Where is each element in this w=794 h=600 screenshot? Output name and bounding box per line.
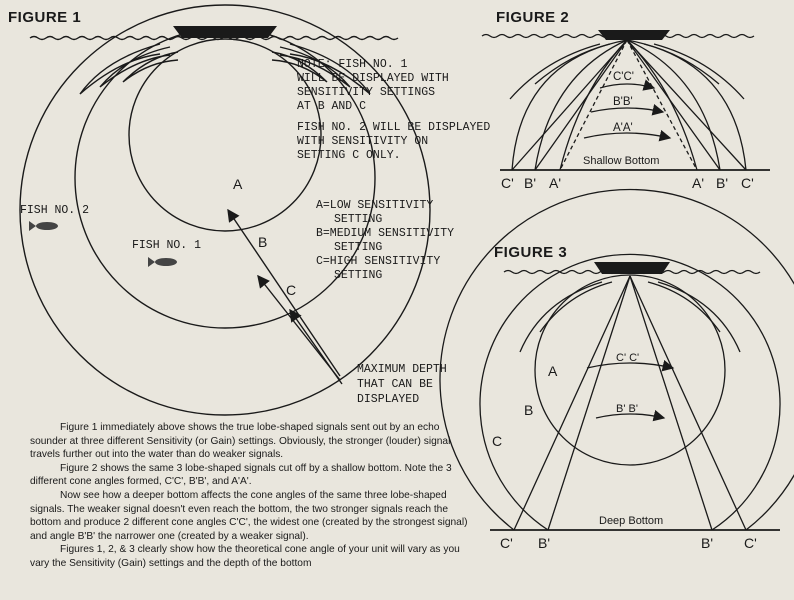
- fish-2-icon: [29, 221, 58, 231]
- label-b-3: B: [524, 402, 534, 418]
- svg-text:SETTING C ONLY.: SETTING C ONLY.: [297, 149, 401, 162]
- arrow-c-1: [290, 310, 342, 384]
- label-c-3: C: [492, 433, 503, 449]
- caption-paragraph: Figure 1 immediately above shows the true lobe-shaped signals sent out by an echo sounder at three different Sensitivity (or Gain) settings. Obviously, the stronger (louder) signal travels further out into the water than do weaker signals.: [30, 422, 451, 461]
- deep-bottom-label: Deep Bottom: [599, 515, 664, 527]
- boat-3: [594, 262, 670, 274]
- svg-text:FISH NO. 2 WILL BE DISPLAYED: FISH NO. 2 WILL BE DISPLAYED: [297, 121, 491, 134]
- svg-text:A'A': A'A': [613, 122, 633, 134]
- figure-3-cone-b: B' B': [616, 403, 638, 415]
- svg-text:B'B': B'B': [613, 96, 633, 108]
- svg-text:WILL BE DISPLAYED WITH: WILL BE DISPLAYED WITH: [297, 72, 449, 85]
- max-depth-label: [357, 363, 447, 406]
- svg-text:AT B AND C: AT B AND C: [297, 100, 367, 113]
- svg-text:MAXIMUM DEPTH: MAXIMUM DEPTH: [357, 363, 447, 376]
- sensitivity-legend: [316, 199, 454, 282]
- svg-text:A=LOW SENSITIVITY: A=LOW SENSITIVITY: [316, 199, 434, 212]
- svg-text:C'C': C'C': [613, 71, 635, 83]
- svg-text:SETTING: SETTING: [334, 241, 383, 254]
- label-c-1: C: [286, 282, 297, 298]
- figure-1-title: FIGURE 1: [8, 9, 82, 26]
- svg-text:C': C': [741, 175, 754, 191]
- svg-text:THAT CAN BE: THAT CAN BE: [357, 378, 433, 391]
- svg-text:B=MEDIUM SENSITIVITY: B=MEDIUM SENSITIVITY: [316, 227, 455, 240]
- svg-text:NOTE: FISH NO. 1: NOTE: FISH NO. 1: [297, 58, 408, 71]
- fish-1-label: FISH NO. 1: [132, 239, 202, 252]
- lobe-a-3: [535, 275, 725, 465]
- label-a-3: A: [548, 363, 558, 379]
- lobe-b-3: [480, 254, 780, 530]
- svg-text:SENSITIVITY SETTINGS: SENSITIVITY SETTINGS: [297, 86, 436, 99]
- svg-text:B': B': [716, 175, 729, 191]
- svg-text:B': B': [524, 175, 537, 191]
- caption-paragraph: Now see how a deeper bottom affects the cone angles of the same three lobe-shaped signals. The weaker signal doesn't even reach the bottom, the two stronger signals reach the bottom and produce 2 different cone angles C'C', the widest one (created by the strongest signal) and angle B'B' the narrower one (created by a weaker signal).: [30, 489, 468, 542]
- svg-text:A': A': [549, 175, 562, 191]
- figure-3-cone-c: C' C': [616, 352, 640, 364]
- figure-3-base-labels: [500, 535, 757, 551]
- caption-paragraph: Figures 1, 2, & 3 clearly show how the theoretical cone angle of your unit will vary as you vary the Sensitivity (Gain) settings and the depth of the bottom: [30, 544, 460, 569]
- svg-text:B': B': [538, 535, 551, 551]
- label-b-1: B: [258, 234, 268, 250]
- svg-text:SETTING: SETTING: [334, 213, 383, 226]
- svg-text:C': C': [500, 535, 513, 551]
- fish-2-label: FISH NO. 2: [20, 204, 90, 217]
- svg-text:C=HIGH SENSITIVITY: C=HIGH SENSITIVITY: [316, 255, 441, 268]
- figure-3-title: FIGURE 3: [494, 244, 568, 261]
- svg-text:WITH SENSITIVITY ON: WITH SENSITIVITY ON: [297, 135, 429, 148]
- svg-text:SETTING: SETTING: [334, 269, 383, 282]
- fish-1-icon: [148, 257, 177, 267]
- svg-text:A': A': [692, 175, 705, 191]
- boat-2: [598, 30, 670, 40]
- svg-text:B': B': [701, 535, 714, 551]
- svg-text:C': C': [501, 175, 514, 191]
- lobe-a-1: [129, 39, 321, 231]
- figure-2-title: FIGURE 2: [496, 9, 570, 26]
- boat-1: [173, 26, 277, 38]
- svg-text:DISPLAYED: DISPLAYED: [357, 393, 420, 406]
- shallow-bottom-label: Shallow Bottom: [583, 155, 660, 167]
- figure-2-cone-labels: [613, 71, 634, 134]
- figure-2-base-labels: [501, 175, 754, 191]
- label-a-1: A: [233, 176, 243, 192]
- caption: [30, 421, 478, 571]
- caption-paragraph: Figure 2 shows the same 3 lobe-shaped signals cut off by a shallow bottom. Note the 3 different cone angles formed, C'C', B'B', and A'A'.: [30, 462, 452, 488]
- svg-text:C': C': [744, 535, 757, 551]
- note-fish-2: [297, 121, 490, 162]
- note-fish-1: [297, 58, 449, 113]
